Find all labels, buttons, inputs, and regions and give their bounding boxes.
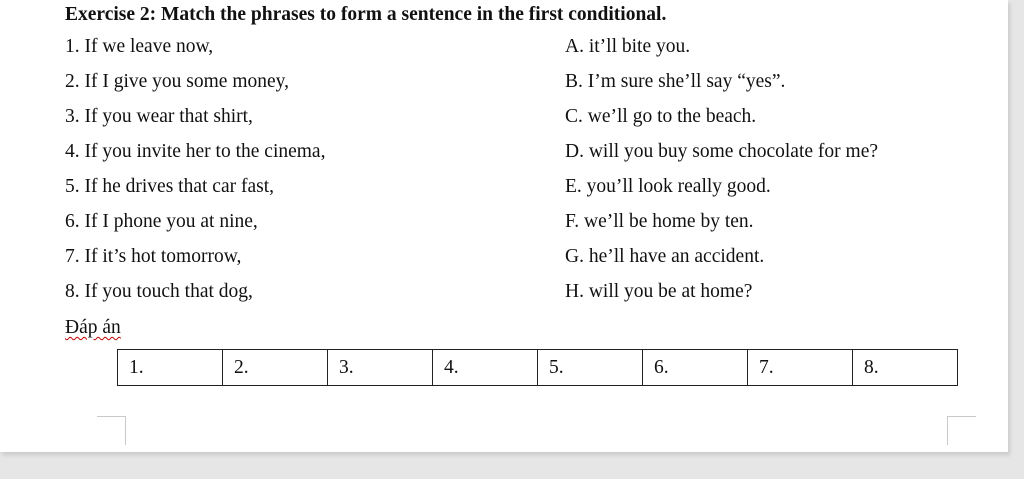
conditional-clause: 3. If you wear that shirt, — [65, 106, 253, 127]
result-clause: E. you’ll look really good. — [565, 176, 771, 197]
result-clause: F. we’ll be home by ten. — [565, 211, 754, 232]
conditional-clause: 7. If it’s hot tomorrow, — [65, 246, 242, 267]
result-clause: D. will you buy some chocolate for me? — [565, 141, 878, 162]
answer-cell[interactable]: 4. — [433, 350, 538, 386]
match-row — [0, 141, 1008, 165]
answer-cell[interactable]: 1. — [118, 350, 223, 386]
answer-cell[interactable]: 8. — [853, 350, 958, 386]
result-clause: A. it’ll bite you. — [565, 36, 691, 57]
answer-cell[interactable]: 3. — [328, 350, 433, 386]
answer-cell[interactable]: 7. — [748, 350, 853, 386]
conditional-clause: 5. If he drives that car fast, — [65, 176, 274, 197]
conditional-clause: 2. If I give you some money, — [65, 71, 290, 92]
margin-corner-mark — [97, 416, 126, 445]
answer-cell[interactable]: 6. — [643, 350, 748, 386]
margin-corner-mark — [947, 416, 976, 445]
match-row — [0, 106, 1008, 130]
answer-label: Đáp án — [65, 317, 121, 338]
conditional-clause: 1. If we leave now, — [65, 36, 214, 57]
answer-table — [117, 349, 958, 386]
conditional-clause: 6. If I phone you at nine, — [65, 211, 258, 232]
match-row — [0, 246, 1008, 270]
conditional-clause: 4. If you invite her to the cinema, — [65, 141, 326, 162]
conditional-clause: 8. If you touch that dog, — [65, 281, 253, 302]
answer-cell[interactable]: 2. — [223, 350, 328, 386]
match-row — [0, 211, 1008, 235]
result-clause: H. will you be at home? — [565, 281, 753, 302]
exercise-title: Exercise 2: Match the phrases to form a sentence in the first conditional. — [65, 4, 667, 25]
result-clause: G. he’ll have an accident. — [565, 246, 765, 267]
match-row — [0, 71, 1008, 95]
result-clause: B. I’m sure she’ll say “yes”. — [565, 71, 786, 92]
match-row — [0, 36, 1008, 60]
match-row — [0, 281, 1008, 305]
answer-row — [118, 350, 958, 386]
result-clause: C. we’ll go to the beach. — [565, 106, 757, 127]
match-row — [0, 176, 1008, 200]
answer-cell[interactable]: 5. — [538, 350, 643, 386]
